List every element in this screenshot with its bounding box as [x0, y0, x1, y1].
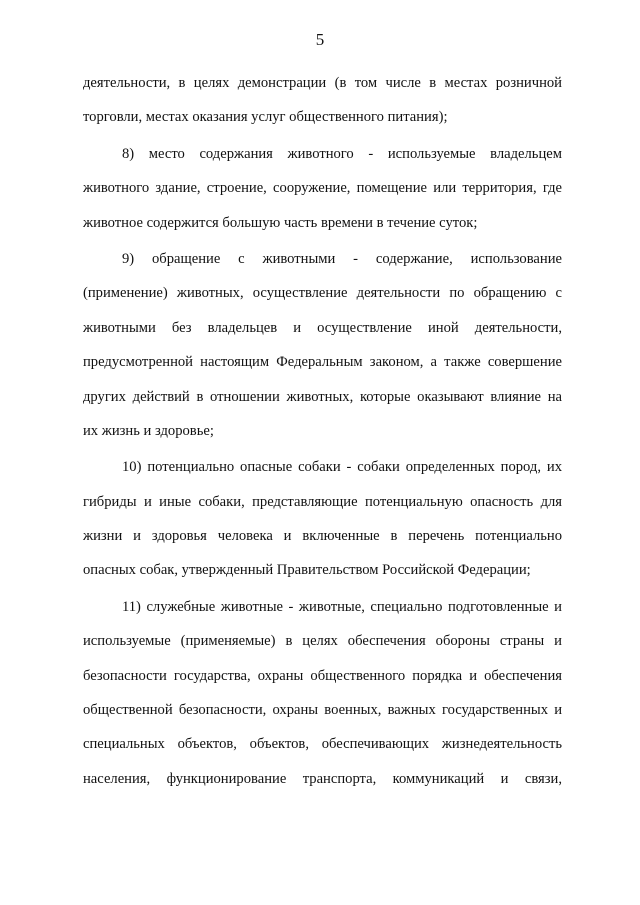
text-line: животное содержится большую часть времени в течение суток;: [83, 214, 478, 231]
text-line: торговли, местах оказания услуг общественного питания);: [83, 109, 448, 126]
text-line: жизни и здоровья человека и включенные в перечень потенциально: [83, 528, 562, 545]
text-line: их жизнь и здоровье;: [83, 422, 214, 439]
text-line: деятельности, в целях демонстрации (в том числе в местах розничной: [83, 75, 562, 91]
paragraph-item-8: [83, 137, 562, 240]
text-line: (применение) животных, осуществление деятельности по обращению с: [83, 285, 562, 302]
text-line: безопасности государства, охраны общественного порядка и обеспечения: [83, 667, 562, 684]
text-line: других действий в отношении животных, которые оказывают влияние на: [83, 388, 562, 405]
paragraph-item-11: [83, 590, 562, 796]
paragraph-continuation: [83, 66, 562, 135]
text-line: гибриды и иные собаки, представляющие потенциальную опасность для: [83, 493, 562, 510]
text-line: общественной безопасности, охраны военных, важных государственных и: [83, 702, 562, 719]
text-line: животными без владельцев и осуществление иной деятельности,: [83, 319, 562, 336]
text-line: 11) служебные животные - животные, специально подготовленные и: [122, 598, 562, 615]
text-line: предусмотренной настоящим Федеральным законом, а также совершение: [83, 354, 562, 371]
text-line: 9) обращение с животными - содержание, использование: [122, 250, 562, 267]
text-line: опасных собак, утвержденный Правительством Российской Федерации;: [83, 562, 531, 579]
page-number: 5: [315, 30, 325, 49]
paragraph-item-10: [83, 450, 562, 588]
text-line: 10) потенциально опасные собаки - собаки определенных пород, их: [122, 459, 562, 476]
text-line: животного здание, строение, сооружение, помещение или территория, где: [83, 180, 562, 197]
paragraph-item-9: [83, 242, 562, 448]
text-line: специальных объектов, объектов, обеспечивающих жизнедеятельность: [83, 736, 562, 753]
text-line: населения, функционирование транспорта, коммуникаций и связи,: [83, 770, 562, 787]
text-line: 8) место содержания животного - используемые владельцем: [122, 145, 562, 162]
document-body: [83, 66, 562, 798]
text-line: используемые (применяемые) в целях обеспечения обороны страны и: [83, 633, 562, 650]
